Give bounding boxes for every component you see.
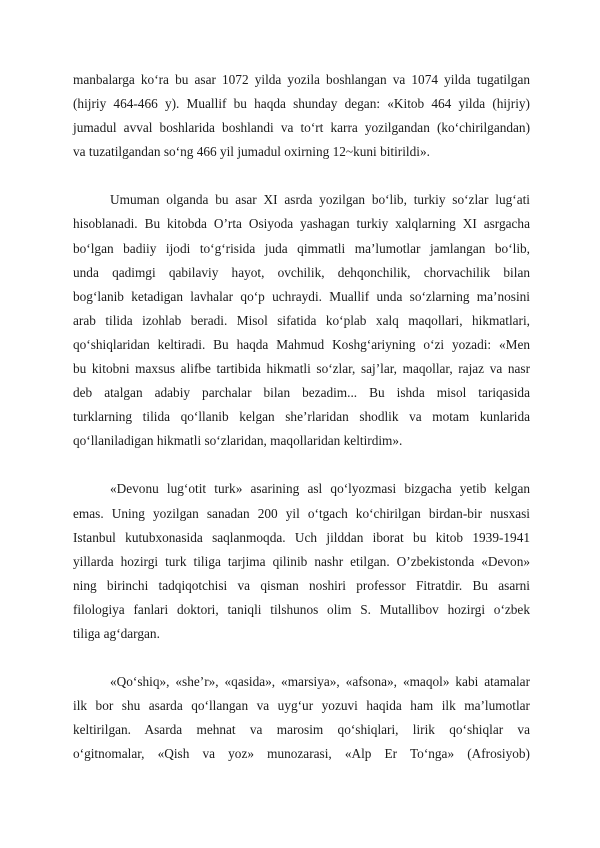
text-line: Umuman olganda bu asar XI asrda yozilgan bo‘lib, turkiy so‘zlar lug‘ati — [110, 192, 530, 208]
text-line: «Qo‘shiq», «she’r», «qasida», «marsiya», «afsona», «maqol» kabi atamalar — [110, 674, 530, 690]
text-line: arab tilida izohlab beradi. Misol sifatida ko‘plab xalq maqollari, hikmatlari, — [73, 312, 530, 328]
document-body — [73, 68, 530, 790]
text-line: bog‘lanib ketadigan lavhalar qo‘p uchraydi. Muallif unda so‘zlarning ma’nosini — [73, 288, 530, 304]
text-line: Istanbul kutubxonasida saqlanmoqda. Uch jilddan iborat bu kitob 1939-1941 — [73, 529, 530, 545]
paragraph-1 — [73, 68, 530, 164]
text-line: filologiya fanlari doktori, taniqli tilshunos olim S. Mutallibov hozirgi o‘zbek — [73, 601, 530, 617]
text-line: turklarning tilida qo‘llanib kelgan she’rlaridan shodlik va motam kunlarida — [73, 409, 530, 425]
text-line: o‘gitnomalar, «Qish va yoz» munozarasi, «Alp Er To‘nga» (Afrosiyob) — [73, 746, 530, 762]
text-line: yillarda hozirgi turk tiliga tarjima qilinib nashr etilgan. O’zbekistonda «Devon» — [73, 553, 530, 569]
text-line: jumadul avval boshlarida boshlandi va to‘rt karra yozilgandan (ko‘chirilgandan) — [73, 120, 530, 136]
text-line: qo‘shiqlaridan keltiradi. Bu haqda Mahmud Koshg‘ariyning o‘zi yozadi: «Men — [73, 336, 530, 352]
text-line: ilk bor shu asarda qo‘llangan va uyg‘ur yozuvi haqida ham ilk ma’lumotlar — [73, 698, 530, 714]
text-line: hisoblanadi. Bu kitobda O’rta Osiyoda yashagan turkiy xalqlarning XI asrgacha — [73, 216, 530, 232]
text-line: deb atalgan adabiy parchalar bilan bezadim... Bu ishda misol tariqasida — [73, 385, 530, 401]
text-line: «Devonu lug‘otit turk» asarining asl qo‘lyozmasi bizgacha yetib kelgan — [110, 481, 530, 497]
paragraph-2 — [73, 188, 530, 453]
text-line: emas. Uning yozilgan sanadan 200 yil o‘tgach ko‘chirilgan birdan-bir nusxasi — [73, 505, 530, 521]
text-line: va tuzatilgandan so‘ng 466 yil jumadul oxirning 12~kuni bitirildi». — [73, 144, 430, 160]
text-line: unda qadimgi qabilaviy hayot, ovchilik, dehqonchilik, chorvachilik bilan — [73, 264, 530, 280]
text-line: ning birinchi tadqiqotchisi va qisman noshiri professor Fitratdir. Bu asarni — [73, 577, 530, 593]
text-line: tiliga ag‘dargan. — [73, 625, 160, 641]
text-line: manbalarga ko‘ra bu asar 1072 yilda yozila boshlangan va 1074 yilda tugatilgan — [73, 72, 530, 87]
text-line: bu kitobni maxsus alifbe tartibida hikmatli so‘zlar, saj’lar, maqollar, rajaz va nasr — [73, 361, 530, 377]
text-line: qo‘llaniladigan hikmatli so‘zlaridan, maqollaridan keltirdim». — [73, 433, 403, 449]
paragraph-4 — [73, 670, 530, 766]
text-line: bo‘lgan badiiy ijodi to‘g‘risida juda qimmatli ma’lumotlar jamlangan bo‘lib, — [73, 240, 530, 256]
paragraph-3 — [73, 477, 530, 646]
text-line: keltirilgan. Asarda mehnat va marosim qo‘shiqlari, lirik qo‘shiqlar va — [73, 722, 530, 738]
text-line: (hijriy 464-466 y). Muallif bu haqda shunday degan: «Kitob 464 yilda (hijriy) — [73, 96, 530, 112]
